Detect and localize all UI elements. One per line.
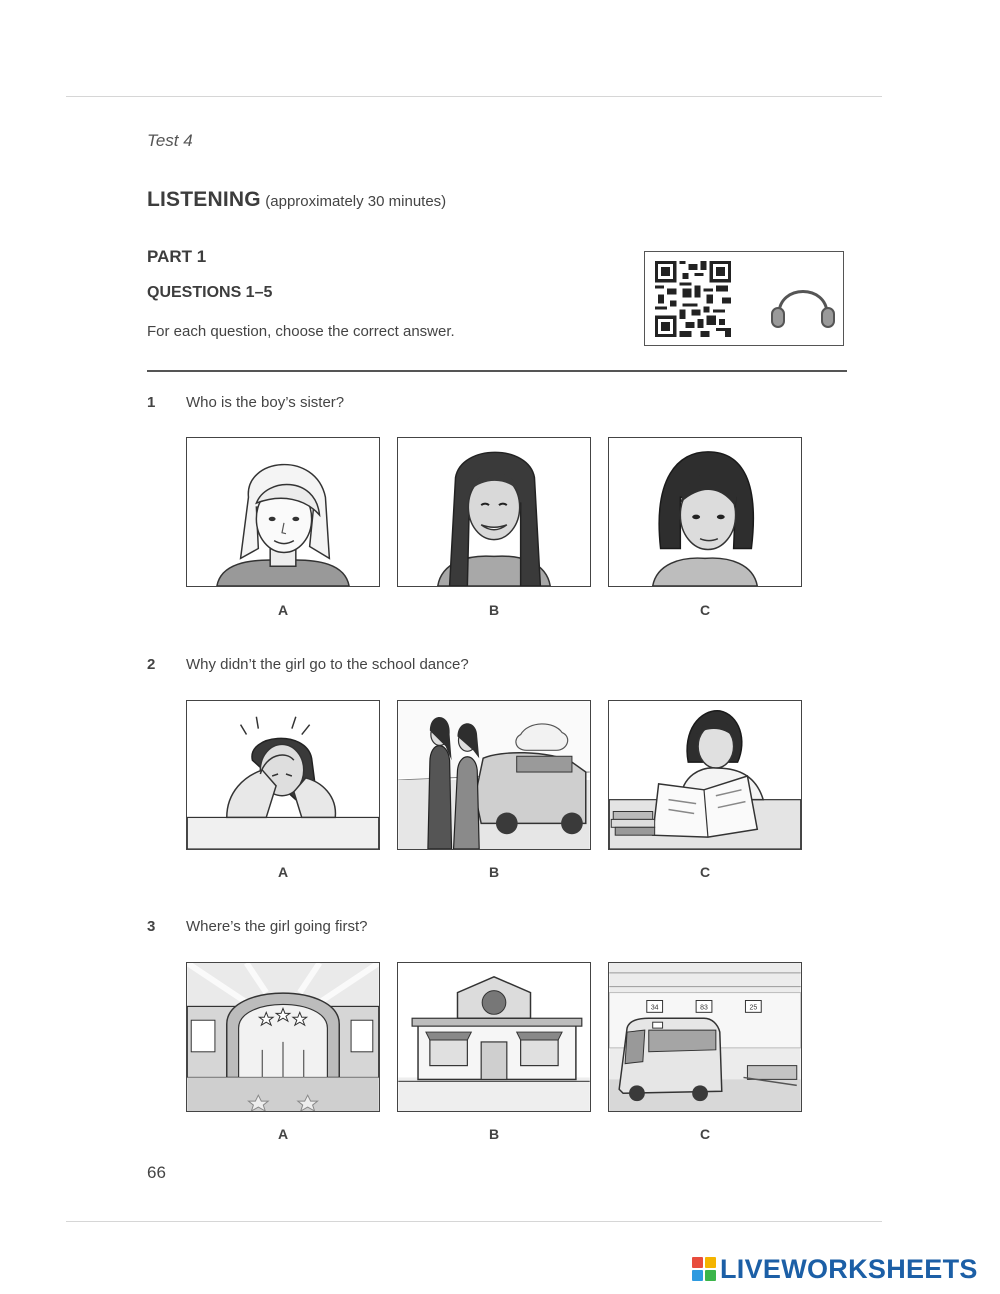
q3-picture-a[interactable] (186, 962, 380, 1112)
q1-picture-c[interactable] (608, 437, 802, 587)
question-text: Why didn’t the girl go to the school dance? (186, 656, 469, 673)
sign-number: 83 (700, 1004, 708, 1012)
liveworksheets-brand[interactable] (692, 1252, 978, 1286)
section-divider (147, 370, 847, 372)
question-number: 3 (147, 918, 156, 935)
q1-picture-a[interactable] (186, 437, 380, 587)
q2-picture-b[interactable] (397, 700, 591, 850)
brand-text: LIVEWORKSHEETS (720, 1253, 978, 1284)
q3-option-c: C (699, 1126, 711, 1142)
section-heading (147, 188, 446, 212)
section-title: LISTENING (147, 188, 261, 211)
q2-option-c: C (699, 864, 711, 880)
sign-number: 34 (650, 1004, 659, 1012)
sign-number: 25 (749, 1004, 758, 1012)
q1-picture-b[interactable] (397, 437, 591, 587)
q2-option-b: B (488, 864, 500, 880)
q2-option-a: A (277, 864, 289, 880)
qr-code-icon[interactable] (655, 261, 731, 337)
audio-box (644, 251, 844, 346)
questions-range: QUESTIONS 1–5 (147, 284, 273, 301)
headphones-icon (767, 270, 839, 332)
question-number: 1 (147, 394, 156, 411)
q2-picture-a[interactable] (186, 700, 380, 850)
q3-picture-b[interactable] (397, 962, 591, 1112)
bottom-edge-line (66, 1221, 882, 1222)
page-number: 66 (147, 1163, 166, 1182)
question-text: Who is the boy’s sister? (186, 394, 345, 411)
question-number: 2 (147, 656, 156, 673)
q2-picture-c[interactable] (608, 700, 802, 850)
q1-option-c: C (699, 602, 711, 618)
q1-option-a: A (277, 602, 289, 618)
q3-picture-c[interactable] (608, 962, 802, 1112)
question-text: Where’s the girl going first? (186, 918, 368, 935)
instruction-text: For each question, choose the correct answer. (147, 323, 455, 340)
q3-option-a: A (277, 1126, 289, 1142)
section-subtitle: (approximately 30 minutes) (265, 193, 447, 210)
q1-option-b: B (488, 602, 500, 618)
test-label: Test 4 (147, 131, 193, 150)
top-edge-line (66, 96, 882, 97)
liveworksheets-logo-icon (692, 1257, 716, 1281)
part-title: PART 1 (147, 247, 207, 266)
q3-option-b: B (488, 1126, 500, 1142)
